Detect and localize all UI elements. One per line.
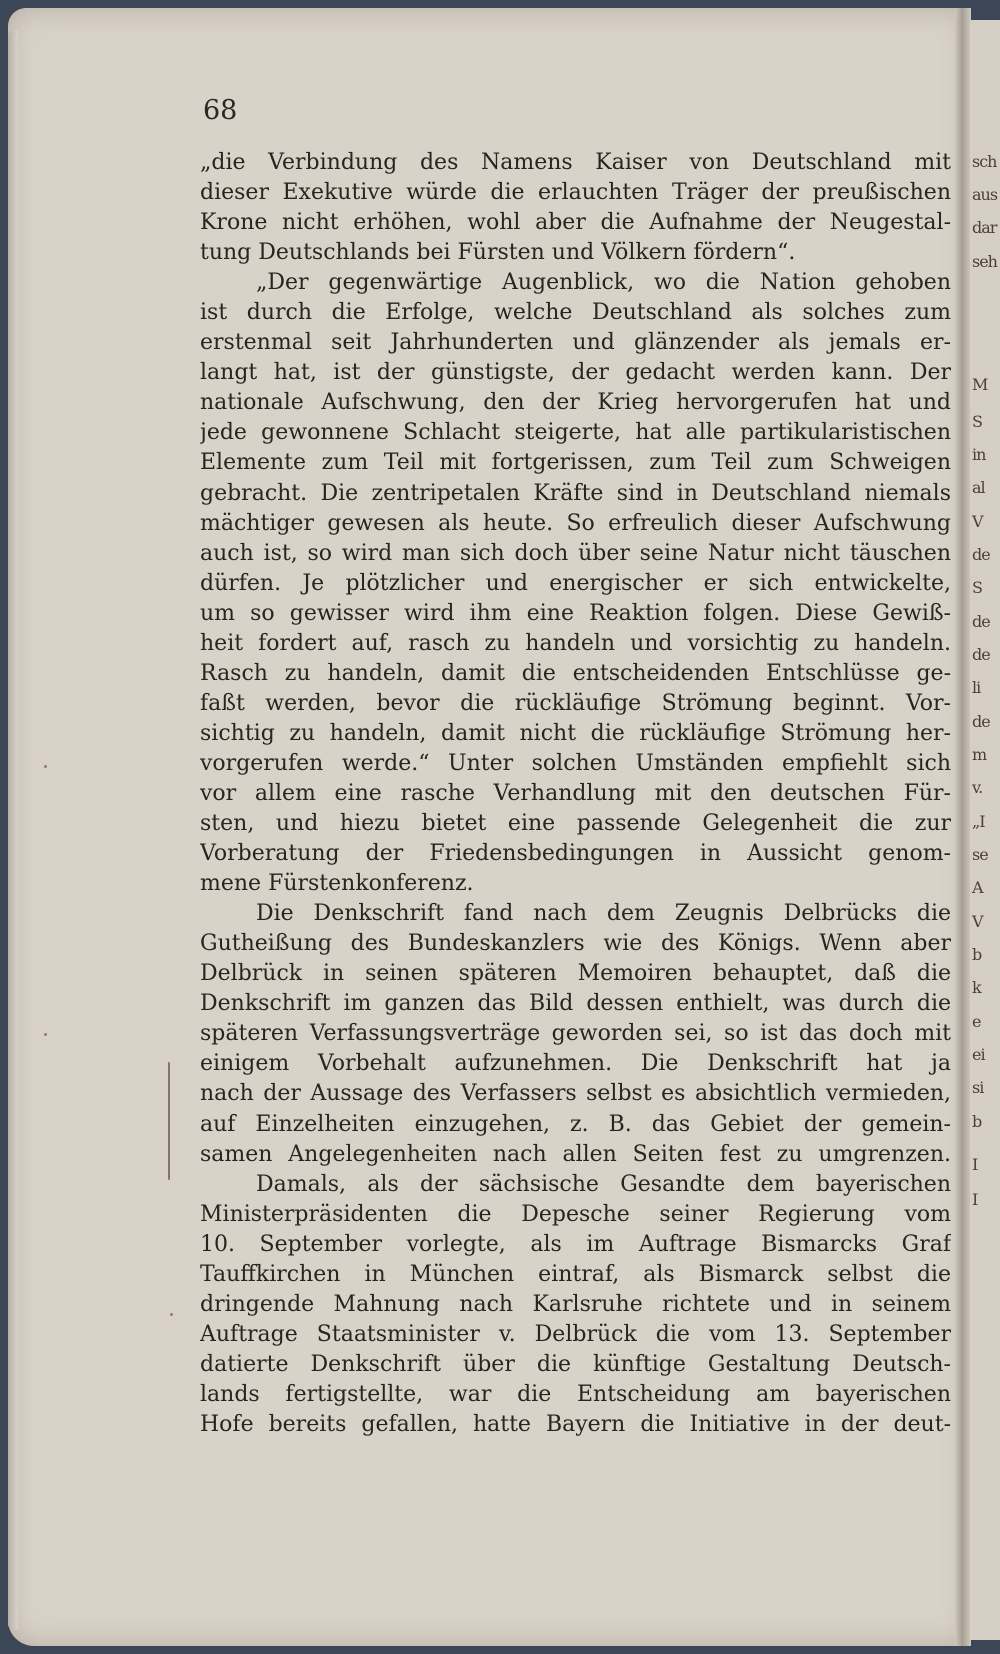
text-line: sichtig zu handeln, damit nicht die rückläufige Strömung her-	[200, 720, 951, 746]
adjacent-page-fragment: S	[972, 412, 982, 431]
adjacent-page-fragment: A	[972, 878, 983, 897]
text-line: vorgerufen werde.“ Unter solchen Umständen empfiehlt sich	[200, 750, 951, 776]
text-line: heit fordert auf, rasch zu handeln und vorsichtig zu handeln.	[200, 630, 951, 656]
text-line: Auftrage Staatsminister v. Delbrück die vom 13. September	[200, 1321, 951, 1347]
text-line: Gutheißung des Bundeskanzlers wie des Königs. Wenn aber	[200, 931, 951, 957]
text-line: „die Verbindung des Namens Kaiser von Deutschland mit	[200, 150, 951, 175]
text-line: um so gewisser wird ihm eine Reaktion folgen. Diese Gewiß-	[200, 600, 951, 626]
adjacent-page-fragment: li	[972, 678, 981, 697]
text-line: dringende Mahnung nach Karlsruhe richtete und in seinem	[200, 1291, 951, 1317]
adjacent-page-fragment: de	[972, 645, 990, 664]
adjacent-page-fragment: m	[972, 745, 987, 764]
text-line: samen Angelegenheiten nach allen Seiten fest zu umgrenzen.	[200, 1141, 951, 1167]
adjacent-page-fragment: aus	[972, 185, 998, 204]
book-gutter	[955, 8, 971, 1646]
text-line: Ministerpräsidenten die Depesche seiner Regierung vom	[200, 1201, 951, 1227]
pencil-margin-mark	[168, 1062, 170, 1180]
paper-speck	[170, 1313, 173, 1316]
text-line: erstenmal seit Jahrhunderten und glänzender als jemals er-	[200, 330, 951, 356]
adjacent-page-fragment: k	[972, 978, 981, 997]
text-line: einigem Vorbehalt aufzunehmen. Die Denkschrift hat ja	[200, 1051, 951, 1077]
adjacent-page-fragment: de	[972, 712, 990, 731]
adjacent-page-fragment: se	[972, 845, 988, 864]
text-line: mächtiger gewesen als heute. So erfreulich dieser Aufschwung	[200, 510, 951, 536]
text-line: ist durch die Erfolge, welche Deutschland als solches zum	[200, 300, 951, 326]
adjacent-page-fragment: I	[972, 1190, 978, 1209]
text-line: nationale Aufschwung, den der Krieg hervorgerufen hat und	[200, 390, 951, 416]
adjacent-page-fragment: si	[972, 1078, 984, 1097]
adjacent-page-fragment: e	[972, 1012, 981, 1031]
text-line: sten, und hiezu bietet eine passende Gelegenheit die zur	[200, 811, 951, 837]
text-line: mene Fürstenkonferenz.	[200, 871, 474, 897]
text-line: jede gewonnene Schlacht steigerte, hat alle partikularistischen	[200, 420, 951, 446]
adjacent-page-edge	[970, 20, 1000, 1640]
adjacent-page-fragment: I	[972, 1155, 978, 1174]
adjacent-page-fragment: de	[972, 545, 990, 564]
adjacent-page-fragment: dar	[972, 218, 997, 237]
text-line: lands fertigstellte, war die Entscheidung am bayerischen	[200, 1381, 951, 1407]
adjacent-page-fragment: in	[972, 445, 986, 464]
text-line: gebracht. Die zentripetalen Kräfte sind in Deutschland niemals	[200, 480, 951, 506]
page-number: 68	[203, 95, 238, 126]
text-line: dürfen. Je plötzlicher und energischer er sich entwickelte,	[200, 570, 951, 596]
adjacent-page-fragment: de	[972, 612, 990, 631]
text-line: langt hat, ist der günstigste, der gedacht werden kann. Der	[200, 360, 951, 386]
text-line: Tauffkirchen in München eintraf, als Bismarck selbst die	[200, 1261, 951, 1287]
text-line: dieser Exekutive würde die erlauchten Träger der preußischen	[200, 180, 951, 206]
adjacent-page-fragment: V	[972, 512, 983, 531]
text-line: Hofe bereits gefallen, hatte Bayern die Initiative in der deut-	[200, 1411, 951, 1437]
text-line: Die Denkschrift fand nach dem Zeugnis Delbrücks die	[256, 901, 951, 927]
text-line: auf Einzelheiten einzugehen, z. B. das Gebiet der gemein-	[200, 1111, 951, 1137]
adjacent-page-fragment: b	[972, 1112, 982, 1131]
text-line: faßt werden, bevor die rückläufige Strömung beginnt. Vor-	[200, 690, 951, 716]
adjacent-page-fragment: S	[972, 578, 982, 597]
text-line: 10. September vorlegte, als im Auftrage Bismarcks Graf	[200, 1231, 951, 1257]
adjacent-page-fragment: b	[972, 945, 982, 964]
text-line: auch ist, so wird man sich doch über seine Natur nicht täuschen	[200, 540, 951, 566]
text-line: Rasch zu handeln, damit die entscheidenden Entschlüsse ge-	[200, 660, 951, 686]
text-line: Damals, als der sächsische Gesandte dem bayerischen	[256, 1171, 951, 1197]
text-line: datierte Denkschrift über die künftige Gestaltung Deutsch-	[200, 1351, 951, 1377]
text-line: Vorberatung der Friedensbedingungen in Aussicht genom-	[200, 841, 951, 867]
paper-speck	[44, 1033, 47, 1036]
adjacent-page-fragment: sch	[972, 152, 997, 171]
text-line: „Der gegenwärtige Augenblick, wo die Nation gehoben	[256, 270, 951, 296]
text-line: Krone nicht erhöhen, wohl aber die Aufnahme der Neugestal-	[200, 210, 951, 236]
text-line: vor allem eine rasche Verhandlung mit den deutschen Für-	[200, 780, 951, 806]
adjacent-page-fragment: al	[972, 478, 985, 497]
body-text	[200, 148, 951, 1440]
text-line: Delbrück in seinen späteren Memoiren behauptet, daß die	[200, 961, 951, 987]
adjacent-page-fragment: V	[972, 912, 983, 931]
adjacent-page-fragment: ei	[972, 1045, 985, 1064]
adjacent-page-fragment: „I	[972, 812, 985, 831]
adjacent-page-fragment: v.	[972, 778, 983, 797]
text-line: tung Deutschlands bei Fürsten und Völkern fördern“.	[200, 240, 796, 266]
text-line: Denkschrift im ganzen das Bild dessen enthielt, was durch die	[200, 991, 951, 1017]
text-line: späteren Verfassungsverträge geworden sei, so ist das doch mit	[200, 1021, 951, 1047]
adjacent-page-fragment: seh	[972, 252, 997, 271]
text-line: Elemente zum Teil mit fortgerissen, zum Teil zum Schweigen	[200, 450, 951, 476]
paper-speck	[44, 765, 47, 768]
adjacent-page-fragment: M	[972, 375, 988, 394]
text-line: nach der Aussage des Verfassers selbst es absichtlich vermieden,	[200, 1081, 951, 1107]
page-edge-shadow	[8, 30, 18, 1630]
